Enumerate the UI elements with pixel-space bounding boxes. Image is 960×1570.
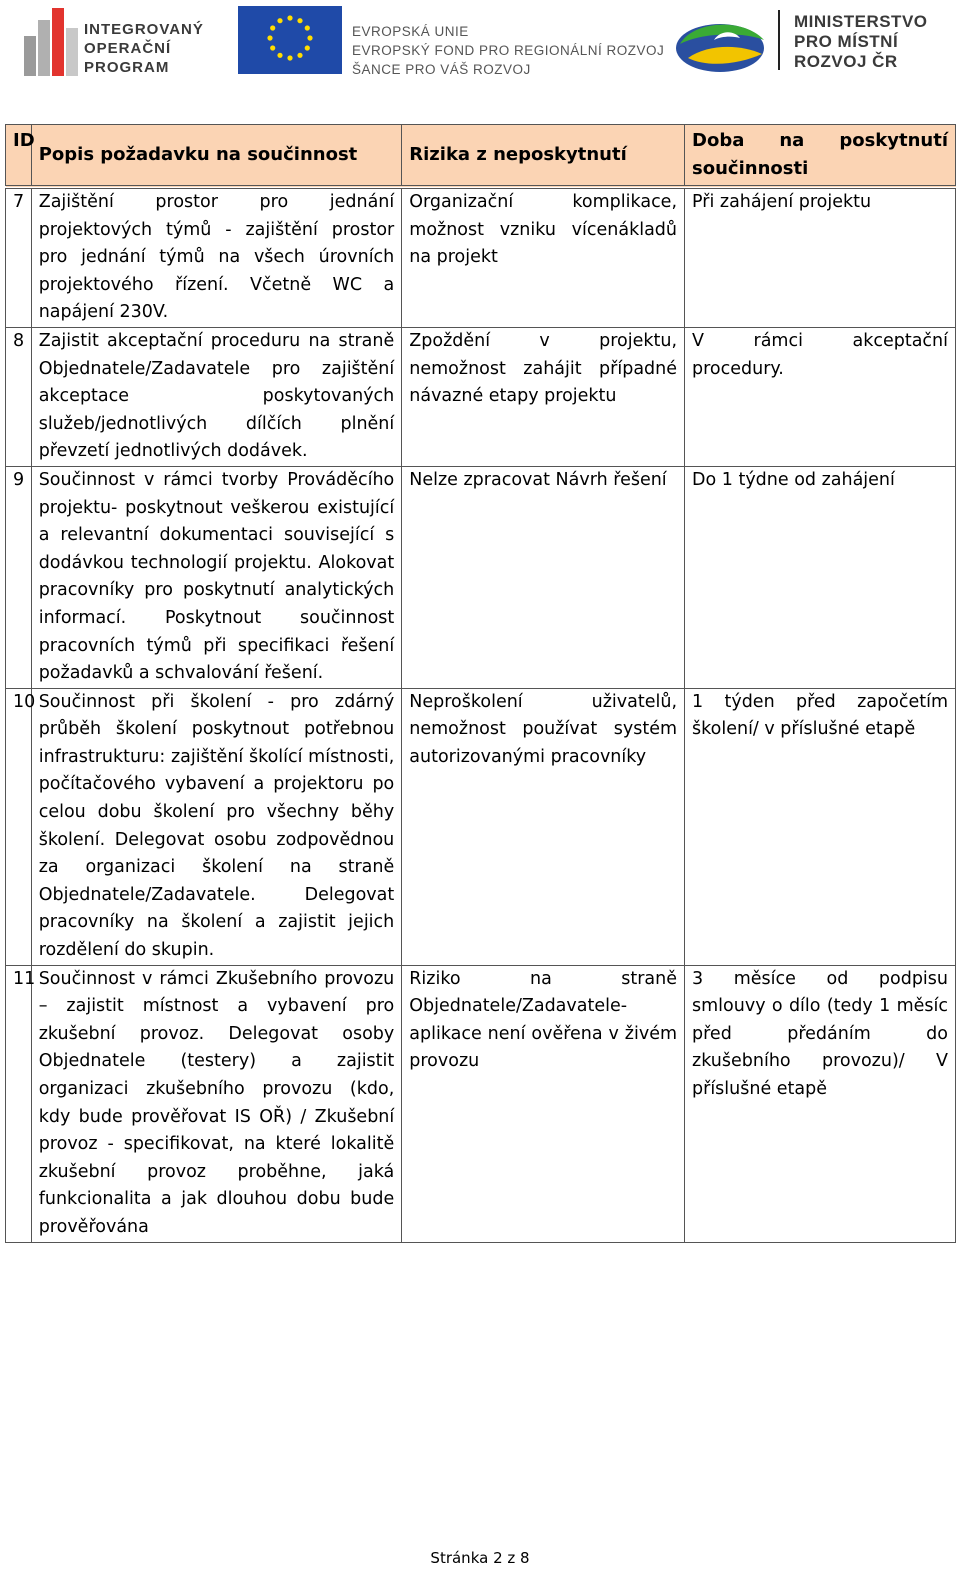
- row-duration: V rámci akceptační procedury.: [685, 327, 956, 466]
- row-risk: Zpoždění v projektu, nemožnost zahájit případné návazné etapy projektu: [402, 327, 685, 466]
- row-description: Zajistit akceptační proceduru na straně Objednatele/Zadavatele pro zajištění akceptace poskytovaných služeb/jednotlivých dílčích plnění převzetí jednotlivých dodávek.: [31, 327, 402, 466]
- mmr-logo-text: MINISTERSTVO PRO MÍSTNÍ ROZVOJ ČR: [794, 12, 928, 71]
- column-header-id: ID: [6, 125, 32, 188]
- column-header-duration: Doba na poskytnutí součinnosti: [685, 125, 956, 188]
- row-description: Zajištění prostor pro jednání projektových týmů - zajištění prostor pro jednání týmů na všech úrovních projektového řízení. Včetně WC a napájení 230V.: [31, 187, 402, 327]
- iop-logo-text: INTEGROVANÝ OPERAČNÍ PROGRAM: [84, 21, 204, 76]
- row-duration: Do 1 týdne od zahájení: [685, 466, 956, 688]
- row-risk: Neproškolení uživatelů, nemožnost používat systém autorizovanými pracovníky: [402, 688, 685, 965]
- mmr-logo-divider: [778, 10, 780, 70]
- header-logos: [0, 0, 960, 90]
- mmr-logo-icon: [674, 14, 770, 74]
- table-row: [6, 688, 956, 965]
- row-duration: 1 týden před započetím školení/ v příslušné etapě: [685, 688, 956, 965]
- row-description: Součinnost při školení - pro zdárný průběh školení poskytnout potřebnou infrastrukturu: zajištění školící místnosti, počítačového vybavení a projektoru po celou dobu školení pro všechny běhy školení. Delegovat osobu zodpovědnou za organizaci školení na straně Objednatele/Zadavatele. Delegovat pracovníky na školení a zajistit jejich rozdělení do skupin.: [31, 688, 402, 965]
- column-header-description: Popis požadavku na součinnost: [31, 125, 402, 188]
- row-id: 7: [6, 187, 32, 327]
- row-id: 11: [6, 965, 32, 1242]
- row-risk: Organizační komplikace, možnost vzniku vícenákladů na projekt: [402, 187, 685, 327]
- row-id: 9: [6, 466, 32, 688]
- column-header-risk: Rizika z neposkytnutí: [402, 125, 685, 188]
- cooperation-requirements-table: [5, 124, 956, 1243]
- iop-logo: [24, 8, 214, 76]
- table-row: [6, 965, 956, 1242]
- row-duration: Při zahájení projektu: [685, 187, 956, 327]
- table-row: [6, 187, 956, 327]
- row-id: 10: [6, 688, 32, 965]
- row-description: Součinnost v rámci tvorby Prováděcího projektu- poskytnout veškerou existující a relevantní dokumentaci související s dodávkou technologií projektu. Alokovat pracovníky pro poskytnutí analytických informací. Poskytnout součinnost pracovních týmů při specifikaci řešení požadavků a schvalování řešení.: [31, 466, 402, 688]
- iop-logo-bars-icon: [24, 8, 80, 76]
- table-header-row: [6, 125, 956, 188]
- table-row: [6, 466, 956, 688]
- row-id: 8: [6, 327, 32, 466]
- table-row: [6, 327, 956, 466]
- row-duration: 3 měsíce od podpisu smlouvy o dílo (tedy 1 měsíc před předáním do zkušebního provozu)/ V příslušné etapě: [685, 965, 956, 1242]
- eu-logo-text: EVROPSKÁ UNIE EVROPSKÝ FOND PRO REGIONÁLNÍ ROZVOJ ŠANCE PRO VÁŠ ROZVOJ: [352, 24, 665, 77]
- row-risk: Nelze zpracovat Návrh řešení: [402, 466, 685, 688]
- eu-flag-icon: [238, 6, 342, 74]
- page-number: Stránka 2 z 8: [430, 1549, 530, 1567]
- row-risk: Riziko na straně Objednatele/Zadavatele- aplikace není ověřena v živém provozu: [402, 965, 685, 1242]
- row-description: Součinnost v rámci Zkušebního provozu – zajistit místnost a vybavení pro zkušební provoz. Delegovat osoby Objednatele (testery) a zajistit organizaci zkušebního provozu (kdo, kdy bude prověřovat IS OŘ) / Zkušební provoz - specifikovat, na které lokalitě zkušební provoz proběhne, jaká funkcionalita a jak dlouhou dobu bude prověřována: [31, 965, 402, 1242]
